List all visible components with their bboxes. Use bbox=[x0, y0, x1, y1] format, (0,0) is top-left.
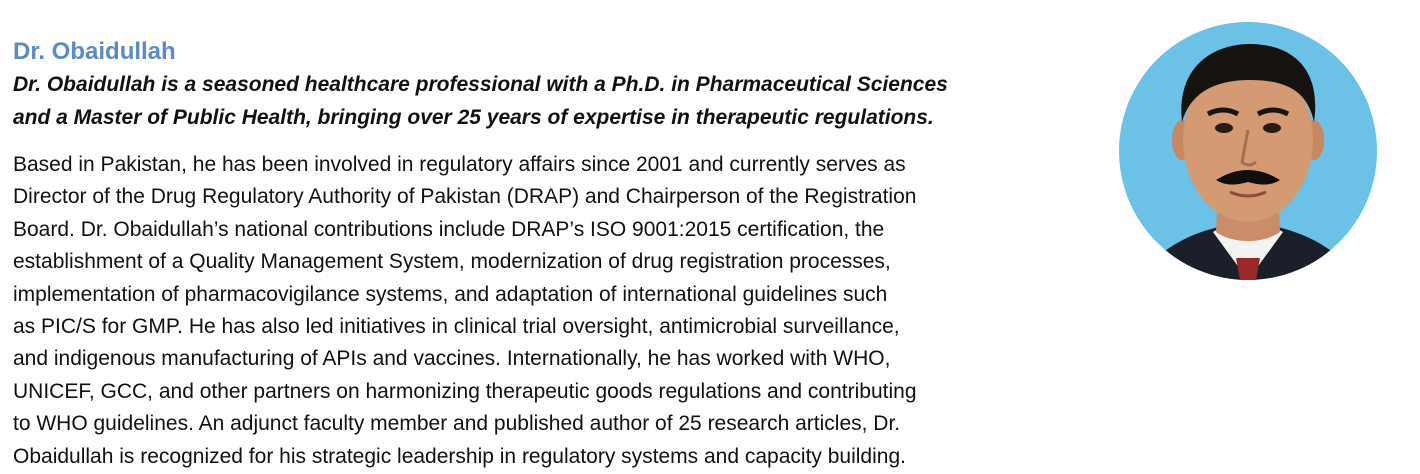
bio-line: Obaidullah is recognized for his strategic leadership in regulatory systems and capacity building. bbox=[13, 444, 906, 468]
profile-name: Dr. Obaidullah bbox=[13, 38, 176, 65]
bio-line: and indigenous manufacturing of APIs and vaccines. Internationally, he has worked with WHO, bbox=[13, 347, 891, 371]
bio-line: to WHO guidelines. An adjunct faculty member and published author of 25 research articles, Dr. bbox=[13, 412, 901, 436]
bio-line: implementation of pharmacovigilance systems, and adaptation of international guidelines such bbox=[13, 282, 888, 306]
bio-line: Director of the Drug Regulatory Authority of Pakistan (DRAP) and Chairperson of the Registration bbox=[13, 185, 917, 209]
profile-photo bbox=[1118, 22, 1378, 280]
tagline-line: and a Master of Public Health, bringing over 25 years of expertise in therapeutic regulations. bbox=[13, 106, 934, 129]
bio-line: UNICEF, GCC, and other partners on harmonizing therapeutic goods regulations and contributing bbox=[13, 379, 917, 403]
bio-line: Based in Pakistan, he has been involved in regulatory affairs since 2001 and currently serves as bbox=[13, 153, 906, 176]
bio-line: establishment of a Quality Management System, modernization of drug registration processes, bbox=[13, 250, 891, 274]
profile-text bbox=[13, 36, 1088, 473]
tagline-line: Dr. Obaidullah is a seasoned healthcare professional with a Ph.D. in Pharmaceutical Sciences bbox=[13, 73, 948, 96]
bio-line: Board. Dr. Obaidullah’s national contributions include DRAP’s ISO 9001:2015 certification, the bbox=[13, 217, 885, 241]
profile-tagline bbox=[13, 68, 1088, 134]
bio-line: as PIC/S for GMP. He has also led initiatives in clinical trial oversight, antimicrobial surveillance, bbox=[13, 315, 900, 339]
profile-bio bbox=[13, 149, 1088, 473]
